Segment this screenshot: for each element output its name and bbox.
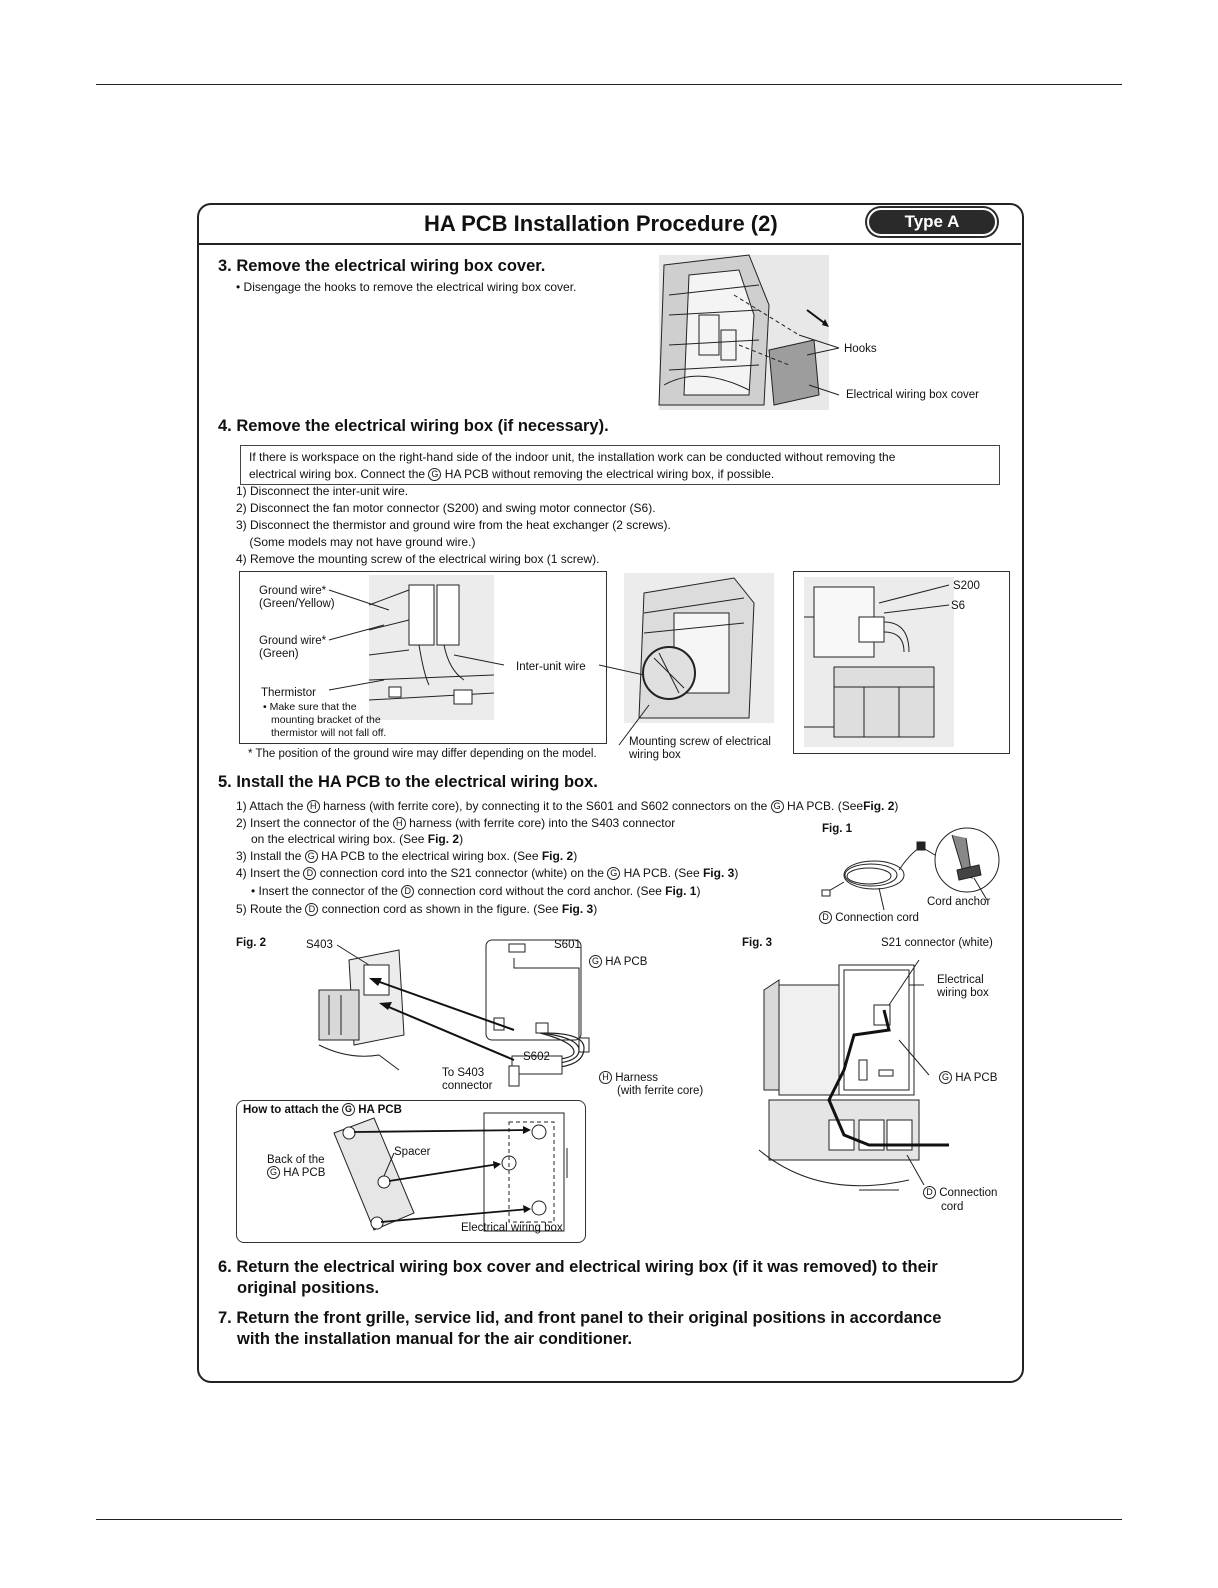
step3-bullet: • Disengage the hooks to remove the electrical wiring box cover.: [236, 280, 577, 294]
how-back-1: Back of the: [267, 1154, 325, 1166]
step5-heading: 5. Install the HA PCB to the electrical wiring box.: [218, 773, 598, 791]
step5-item-1: [236, 798, 898, 815]
i3d: ): [573, 849, 578, 863]
i1c: HA PCB. (See: [787, 799, 864, 813]
i4sub-d: ): [696, 884, 701, 898]
fig-ref: Fig. 2: [863, 799, 895, 813]
title-bar: [199, 205, 1021, 245]
step5-item-4: [236, 865, 738, 882]
d-symbol: D: [303, 867, 316, 880]
fig2-hapcb-text: HA PCB: [605, 956, 648, 968]
fig-ref: Fig. 1: [665, 884, 697, 898]
thermistor-note-3: thermistor will not fall off.: [271, 727, 387, 739]
how-box: Electrical wiring box: [461, 1222, 563, 1234]
fig1-label: Fig. 1: [822, 823, 853, 835]
step5-item-2: [236, 815, 675, 832]
fig2-s403: S403: [306, 939, 333, 951]
label-mounting-1: Mounting screw of electrical: [629, 736, 771, 748]
d-symbol: D: [819, 911, 832, 924]
fig2-harness-1: [599, 1071, 658, 1085]
i2b: harness (with ferrite core) into the S403 connector: [409, 816, 676, 830]
d-symbol: D: [305, 903, 318, 916]
procedure-panel: [197, 203, 1024, 1383]
note-line2a: electrical wiring box. Connect the: [249, 467, 426, 481]
fig3-hapcb: [939, 1071, 997, 1085]
fig3-label: Fig. 3: [742, 937, 773, 949]
fig1-connection: [819, 911, 919, 925]
step5-item-3: [236, 848, 577, 865]
step5-item-5: [236, 901, 597, 918]
i4b: connection cord into the S21 connector (white) on the: [319, 866, 604, 880]
fig3-conn-1: [923, 1186, 997, 1200]
how-b: HA PCB: [358, 1104, 402, 1116]
how-spacer: Spacer: [394, 1146, 431, 1158]
fig2-harness-text: Harness: [615, 1072, 659, 1084]
label-interunit: Inter-unit wire: [516, 661, 586, 673]
fig1-cord-anchor: Cord anchor: [927, 896, 991, 908]
g-symbol: G: [267, 1166, 280, 1179]
g-symbol: G: [771, 800, 784, 813]
i3a: 3) Install the: [236, 849, 302, 863]
fig3-drawing: [759, 960, 959, 1200]
note-line2: [249, 466, 991, 483]
step5-item-2-cont: [251, 831, 463, 848]
how-to-attach-drawing: [329, 1108, 579, 1238]
i1e: ): [894, 799, 899, 813]
fig1-connection-text: Connection cord: [835, 912, 919, 924]
ground-footnote: * The position of the ground wire may differ depending on the model.: [248, 748, 597, 760]
fig2-label: Fig. 2: [236, 937, 267, 949]
ground-wire-leaders: [329, 585, 529, 705]
h-symbol: H: [393, 817, 406, 830]
bottom-rule: [96, 1519, 1122, 1520]
step7-line1: 7. Return the front grille, service lid, and front panel to their original positions in accordance: [218, 1309, 942, 1327]
step6-line2: original positions.: [237, 1279, 380, 1297]
step4-item-4: 4) Remove the mounting screw of the electrical wiring box (1 screw).: [236, 552, 600, 566]
fig3-hapcb-text: HA PCB: [955, 1072, 998, 1084]
label-ground1: Ground wire*: [259, 585, 327, 597]
fig3-conn-2: cord: [941, 1201, 964, 1213]
thermistor-note-2: mounting bracket of the: [271, 714, 381, 726]
fig3-ewb-2: wiring box: [937, 987, 989, 999]
step6-line1: 6. Return the electrical wiring box cover and electrical wiring box (if it was removed) to their: [218, 1258, 938, 1276]
fig2-arrows: [364, 970, 514, 1065]
label-ground2-sub: (Green): [259, 648, 299, 660]
i4c: HA PCB. (See: [623, 866, 700, 880]
g-symbol: G: [939, 1071, 952, 1084]
g-symbol: G: [607, 867, 620, 880]
i4a: 4) Insert the: [236, 866, 301, 880]
how-back-2: [267, 1166, 325, 1180]
step4-heading: 4. Remove the electrical wiring box (if necessary).: [218, 417, 609, 435]
note-line2b: HA PCB without removing the electrical wiring box, if possible.: [444, 467, 775, 481]
thermistor-note-1: • Make sure that the: [263, 701, 357, 713]
top-rule: [96, 84, 1122, 85]
label-s6: S6: [951, 600, 966, 612]
fig2-to-s403-2: connector: [442, 1080, 493, 1092]
h-symbol: H: [599, 1071, 612, 1084]
step4-item-1: 1) Disconnect the inter-unit wire.: [236, 484, 409, 498]
step4-item-2: 2) Disconnect the fan motor connector (S200) and swing motor connector (S6).: [236, 501, 656, 515]
label-ground1-sub: (Green/Yellow): [259, 598, 335, 610]
i1b: harness (with ferrite core), by connecting it to the S601 and S602 connectors on the: [323, 799, 768, 813]
g-symbol: G: [428, 468, 441, 481]
label-mounting-2: wiring box: [629, 749, 681, 761]
type-badge: Type A: [867, 208, 997, 236]
i5a: 5) Route the: [236, 902, 303, 916]
i5d: ): [593, 902, 598, 916]
i2e: ): [459, 832, 464, 846]
fig2-hapcb: [589, 955, 647, 969]
i4e: ): [734, 866, 739, 880]
label-s200: S200: [953, 580, 980, 592]
fig-ref: Fig. 2: [427, 832, 460, 846]
d-symbol: D: [401, 885, 414, 898]
fig-ref: Fig. 2: [541, 849, 574, 863]
fig-ref: Fig. 3: [561, 902, 594, 916]
fig2-harness-2: (with ferrite core): [617, 1085, 704, 1097]
d-symbol: D: [923, 1186, 936, 1199]
label-ground2: Ground wire*: [259, 635, 327, 647]
note-line1: If there is workspace on the right-hand side of the indoor unit, the installation work can be conducted without removing the: [249, 450, 896, 464]
i4sub-b: connection cord without the cord anchor. (See: [417, 884, 662, 898]
step4-item-3: 3) Disconnect the thermistor and ground wire from the heat exchanger (2 screws).: [236, 518, 671, 532]
label-thermistor: Thermistor: [261, 687, 316, 699]
h-symbol: H: [307, 800, 320, 813]
i1a: 1) Attach the: [236, 799, 304, 813]
how-back-2-text: HA PCB: [283, 1167, 326, 1179]
page-title: HA PCB Installation Procedure (2): [424, 211, 778, 236]
fig2-to-s403-1: To S403: [442, 1067, 485, 1079]
workspace-note: [240, 445, 1000, 485]
step7-line2: with the installation manual for the air conditioner.: [237, 1330, 633, 1348]
fig3-conn-1-text: Connection: [939, 1187, 998, 1199]
g-symbol: G: [342, 1103, 355, 1116]
step5-item-4-sub: [251, 883, 700, 900]
how-a: How to attach the: [243, 1104, 339, 1116]
fig2-s601: S601: [554, 939, 581, 951]
label-box-cover: Electrical wiring box cover: [846, 389, 979, 401]
i2c: on the electrical wiring box. (See: [251, 832, 425, 846]
i2a: 2) Insert the connector of the: [236, 816, 390, 830]
fig3-s21: S21 connector (white): [881, 937, 993, 949]
fig2-s602: S602: [523, 1051, 550, 1063]
i3b: HA PCB to the electrical wiring box. (See: [321, 849, 539, 863]
step4-item-3-sub: (Some models may not have ground wire.): [236, 535, 476, 549]
g-symbol: G: [305, 850, 318, 863]
fig3-ewb-1: Electrical: [937, 974, 984, 986]
step3-heading: 3. Remove the electrical wiring box cover.: [218, 257, 546, 275]
g-symbol: G: [589, 955, 602, 968]
step3-leader-lines: [799, 325, 849, 405]
label-hooks: Hooks: [844, 343, 877, 355]
connector-leaders: [879, 583, 959, 623]
i4sub-a: • Insert the connector of the: [251, 884, 398, 898]
fig-ref: Fig. 3: [702, 866, 735, 880]
i5b: connection cord as shown in the figure. (See: [321, 902, 559, 916]
